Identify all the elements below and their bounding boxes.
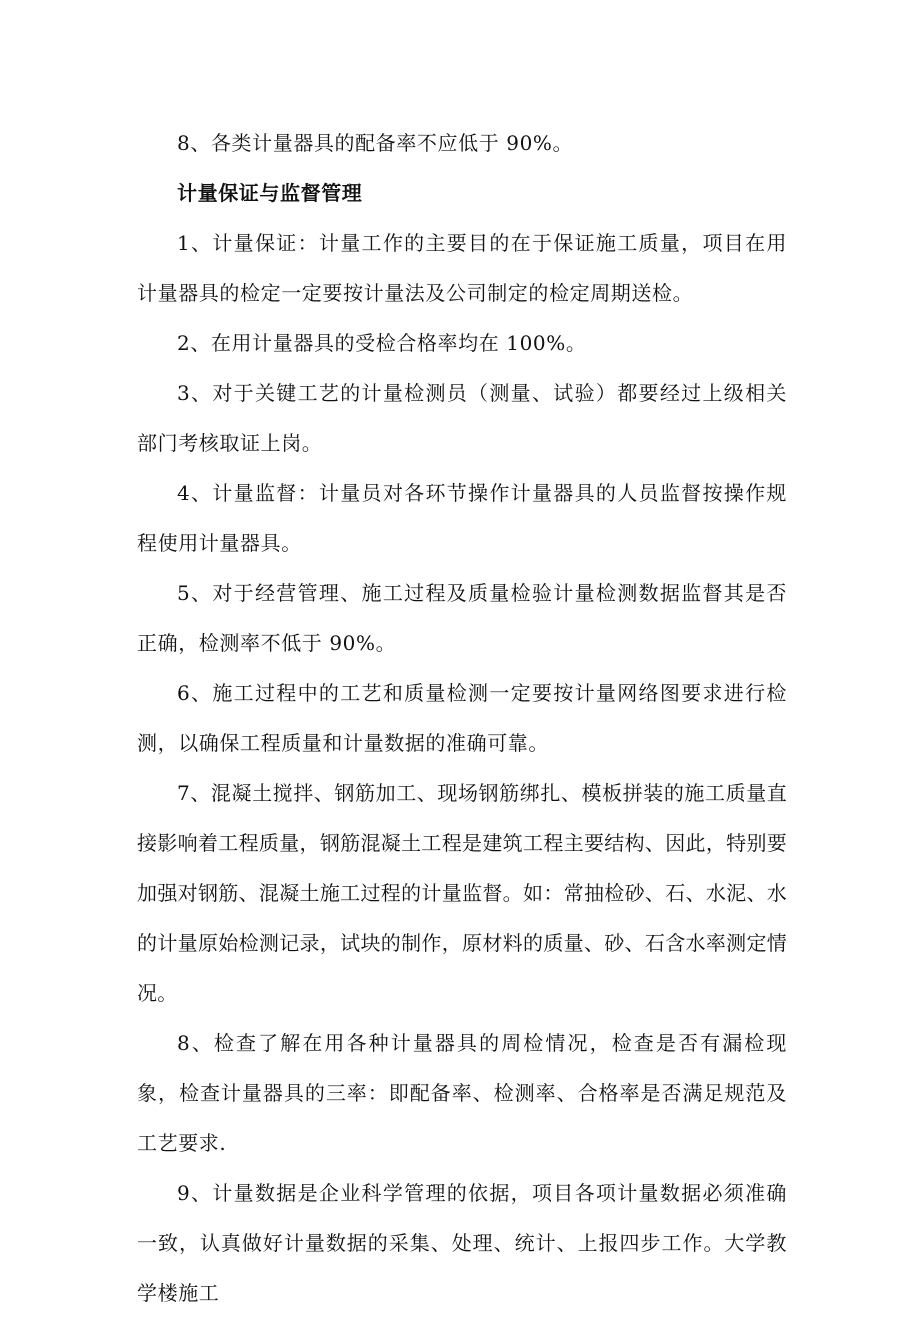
paragraph-7: 7、混凝土搅拌、钢筋加工、现场钢筋绑扎、模板拼装的施工质量直接影响着工程质量，钢筋混凝土工程是建筑工程主要结构、因此，特别要加强对钢筋、混凝土施工过程的计量监督。如：常抽检砂、石、水泥、水的计量原始检测记录，试块的制作，原材料的质量、砂、石含水率测定情况。	[137, 781, 787, 1005]
paragraph-3: 3、对于关键工艺的计量检测员（测量、试验）都要经过上级相关部门考核取证上岗。	[137, 381, 787, 455]
paragraph-8: 8、检查了解在用各种计量器具的周检情况，检查是否有漏检现象，检查计量器具的三率：即配备率、检测率、合格率是否满足规范及工艺要求.	[137, 1031, 787, 1155]
paragraph-4: 4、计量监督：计量员对各环节操作计量器具的人员监督按操作规程使用计量器具。	[137, 481, 787, 555]
paragraph-6: 6、施工过程中的工艺和质量检测一定要按计量网络图要求进行检测，以确保工程质量和计量数据的准确可靠。	[137, 681, 787, 755]
paragraph-9: 9、计量数据是企业科学管理的依据，项目各项计量数据必须准确一致，认真做好计量数据的采集、处理、统计、上报四步工作。大学教学楼施工	[137, 1181, 787, 1305]
document-body	[137, 118, 787, 1318]
intro-item: 8、各类计量器具的配备率不应低于 90%。	[177, 131, 574, 155]
paragraph-2: 2、在用计量器具的受检合格率均在 100%。	[177, 331, 587, 355]
paragraph-1: 1、计量保证：计量工作的主要目的在于保证施工质量，项目在用计量器具的检定一定要按计量法及公司制定的检定周期送检。	[137, 231, 787, 305]
paragraph-5: 5、对于经营管理、施工过程及质量检验计量检测数据监督其是否正确，检测率不低于 90%。	[137, 581, 787, 655]
section-title: 计量保证与监督管理	[177, 181, 363, 205]
